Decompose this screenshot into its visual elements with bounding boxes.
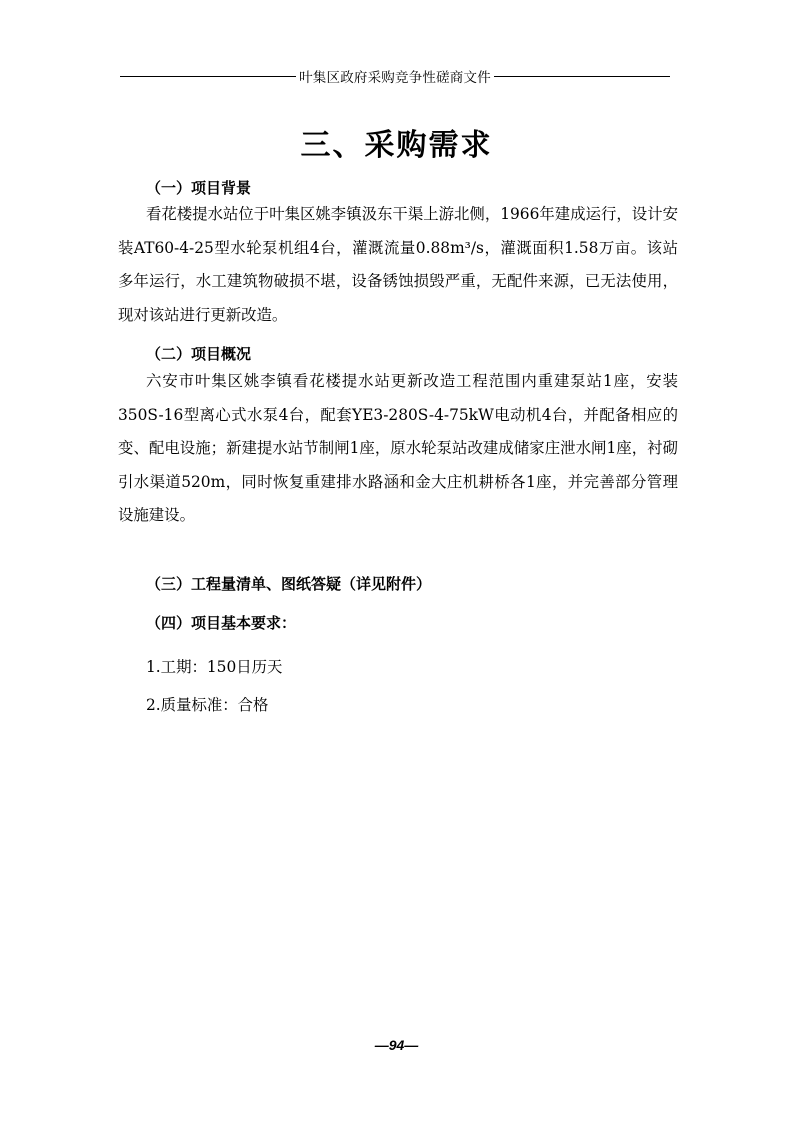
requirement-item-quality: 2.质量标准：合格 xyxy=(146,696,269,714)
section-text-overview: 六安市叶集区姚李镇看花楼提水站更新改造工程范围内重建泵站1座，安装350S-16型离心式水泵4台，配套YE3-280S-4-75kW电动机4台，并配备相应的变、配电设施；新建提水站节制闸1座，原水轮泵站改建成储家庄泄水闸1座，衬砌引水渠道520m，同时恢复重建排水路涵和金大庄机耕桥各1座，并完善部分管理设施建设。 xyxy=(118,372,678,525)
section-heading-bill: （三）工程量清单、图纸答疑（详见附件） xyxy=(146,575,432,593)
header-title: 叶集区政府采购竞争性磋商文件 xyxy=(299,70,491,86)
header-rule-right xyxy=(494,76,670,77)
section-text-background: 看花楼提水站位于叶集区姚李镇汲东干渠上游北侧，1966年建成运行，设计安装AT60-4-25型水轮泵机组4台，灌溉流量0.88m³/s，灌溉面积1.58万亩。该站多年运行，水工建筑物破损不堪，设备锈蚀损毁严重，无配件来源，已无法使用，现对该站进行更新改造。 xyxy=(118,205,678,324)
document-header xyxy=(120,66,670,86)
section-heading-background: （一）项目背景 xyxy=(146,179,252,197)
header-rule-left xyxy=(120,76,296,77)
page-number: —94— xyxy=(374,1037,419,1053)
requirement-item-duration: 1.工期：150日历天 xyxy=(146,658,283,676)
section-heading-requirements: （四）项目基本要求： xyxy=(146,614,297,632)
section-heading-overview: （二）项目概况 xyxy=(146,345,252,363)
page-title: 三、采购需求 xyxy=(300,128,493,163)
